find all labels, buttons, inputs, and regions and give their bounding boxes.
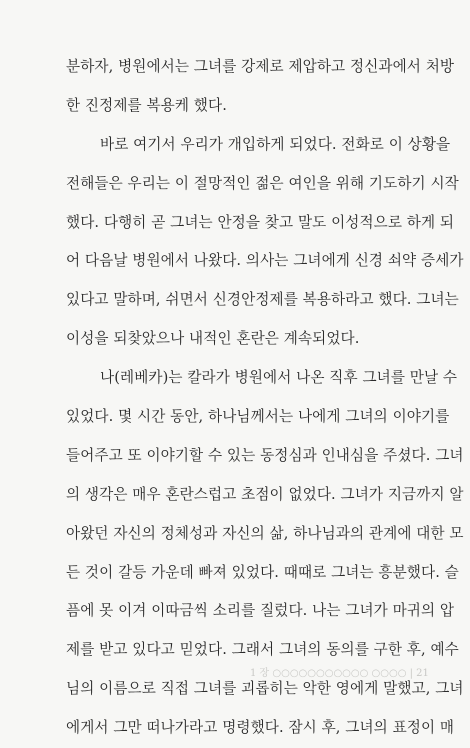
paragraph-start-line: 나(레베카)는 칼라가 병원에서 나온 직후 그녀를 만날 수 [100, 369, 458, 387]
text-line: 아왔던 자신의 정체성과 자신의 삶, 하나님과의 관계에 대한 모 [66, 524, 464, 542]
text-line: 에게서 그만 떠나가라고 명령했다. 잠시 후, 그녀의 표정이 매 [66, 719, 455, 737]
body-text [66, 48, 464, 748]
text-line: 들어주고 또 이야기할 수 있는 동정심과 인내심을 주셨다. 그녀 [66, 446, 464, 464]
text-line: 했다. 다행히 곧 그녀는 안정을 찾고 말도 이성적으로 하게 되 [66, 213, 455, 231]
text-line: 전해들은 우리는 이 절망적인 젊은 여인을 위해 기도하기 시작 [66, 174, 459, 192]
text-line: 어 다음날 병원에서 나왔다. 의사는 그녀에게 신경 쇠약 증세가 [66, 252, 464, 270]
text-line: 제를 받고 있다고 믿었다. 그래서 그녀의 동의를 구한 후, 예수 [66, 641, 459, 659]
text-line: 분하자, 병원에서는 그녀를 강제로 제압하고 정신과에서 처방 [66, 58, 455, 75]
text-line: 든 것이 갈등 가운데 빠져 있었다. 때때로 그녀는 흥분했다. 슬 [66, 563, 459, 581]
text-line: 이성을 되찾았으나 내적인 혼란은 계속되었다. [66, 330, 360, 348]
text-line: 한 진정제를 복용케 했다. [66, 96, 227, 114]
text-line: 있다고 말하며, 쉬면서 신경안정제를 복용하라고 했다. 그녀는 [66, 291, 459, 309]
paragraph-start-line: 바로 여기서 우리가 개입하게 되었다. 전화로 이 상황을 [100, 135, 451, 153]
text-line: 의 생각은 매우 혼란스럽고 초점이 없었다. 그녀가 지금까지 알 [66, 485, 464, 503]
page-footer: 1 장 ○○○○○○○○○○○ ○○○○ | 21 [250, 668, 429, 679]
text-line: 님의 이름으로 직접 그녀를 괴롭히는 악한 영에게 말했고, 그녀 [66, 680, 464, 698]
text-line: 있었다. 몇 시간 동안, 하나님께서는 나에게 그녀의 이야기를 [66, 408, 450, 426]
text-line: 픔에 못 이겨 이따금씩 소리를 질렀다. 나는 그녀가 마귀의 압 [66, 602, 455, 620]
